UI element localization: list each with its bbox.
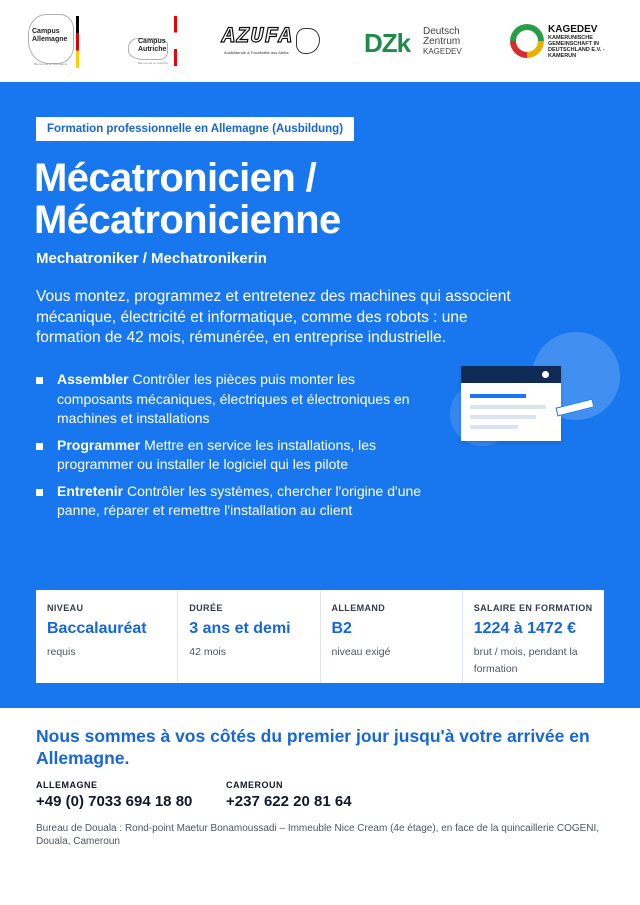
fact-value: B2: [331, 620, 352, 637]
contact-cameroon: [226, 780, 352, 810]
task-title: Programmer: [57, 436, 141, 453]
support-headline: Nous sommes à vos côtés du premier jour jusqu'à votre arrivée en Allemagne.: [36, 726, 590, 768]
list-item: [36, 370, 426, 429]
fact-note: requis: [47, 646, 76, 658]
key-facts-panel: [36, 590, 604, 683]
list-item: [36, 482, 426, 521]
fact-duration: [178, 590, 320, 683]
fact-value: 3 ans et demi: [189, 620, 291, 637]
campus-allemagne-tagline: Bienvenue en Allemagne: [34, 62, 68, 66]
task-description: Contrôler les pièces puis monter les composants mécaniques, électriques et électroniques en machines et installations: [57, 371, 410, 426]
bullet-square-icon: [36, 443, 43, 450]
contact-label: CAMEROUN: [226, 780, 283, 790]
german-flag-stripe: [76, 16, 79, 68]
africa-map-icon: [296, 28, 320, 54]
window-line: [470, 415, 536, 419]
fact-note: brut / mois, pendant la formation: [473, 646, 578, 675]
window-line: [470, 425, 518, 429]
contact-label: ALLEMAGNE: [36, 780, 98, 790]
fact-note: niveau exigé: [331, 646, 391, 658]
partner-logo-bar: [0, 0, 640, 82]
fact-value: 1224 à 1472 €: [473, 620, 577, 637]
dzk-logo: [364, 26, 474, 60]
fact-german-level: [321, 590, 463, 683]
kagedev-wordmark: KAGEDEV: [548, 24, 598, 35]
campus-autriche-wordmark: Campus Autriche: [138, 38, 167, 53]
window-line: [470, 394, 526, 398]
title-line-2: Mécatronicienne: [34, 198, 341, 242]
kagedev-emblem-icon: [510, 24, 544, 58]
list-item: [36, 436, 426, 475]
fact-label: ALLEMAND: [331, 603, 386, 613]
campus-allemagne-wordmark: Campus Allemagne: [32, 28, 68, 43]
window-dot-icon: [542, 371, 549, 378]
fact-note: 42 mois: [189, 646, 227, 658]
fact-label: NIVEAU: [47, 603, 84, 613]
german-job-title: Mechatroniker / Mechatronikerin: [36, 250, 267, 267]
programming-window-illustration: [448, 330, 628, 460]
campus-allemagne-logo: [28, 14, 84, 70]
program-tag: Formation professionnelle en Allemagne (Ausbildung): [36, 117, 354, 141]
browser-window-icon: [461, 366, 561, 441]
campus-autriche-logo: [126, 16, 182, 68]
phone-number-cameroon[interactable]: +237 622 20 81 64: [226, 793, 352, 810]
azufa-wordmark: AZUFA: [222, 24, 294, 49]
azufa-logo: [222, 24, 320, 60]
task-title: Entretenir: [57, 482, 124, 499]
dzk-wordmark: DZk: [364, 28, 411, 58]
fact-label: SALAIRE EN FORMATION: [473, 603, 593, 613]
bullet-square-icon: [36, 489, 43, 496]
fact-value: Baccalauréat: [47, 620, 147, 637]
contact-germany: [36, 780, 192, 810]
page-title: [34, 157, 594, 241]
title-line-1: Mécatronicien /: [34, 156, 317, 200]
dzk-subtitle: Deutsch Zentrum KAGEDEV: [423, 26, 462, 56]
task-description: Contrôler les systèmes, chercher l'origine d'une panne, réparer et remettre l'installation au client: [57, 482, 422, 518]
kagedev-logo: [510, 24, 616, 64]
austrian-flag-stripe: [174, 16, 177, 66]
fact-level: [36, 590, 178, 683]
task-title: Assembler: [57, 371, 129, 387]
hero-section: [0, 82, 640, 708]
window-line: [470, 405, 546, 409]
bullet-square-icon: [36, 377, 43, 384]
azufa-tagline: Ausbildende & Fachkräfte aus Afrika: [224, 50, 289, 55]
kagedev-subtitle: KAMERUNISCHE GEMEINSCHAFT IN DEUTSCHLAND E.V. - KAMERUN: [548, 35, 605, 59]
intro-paragraph: Vous montez, programmez et entretenez des machines qui associent mécanique, électricité et informatique, comme des robots : une formation de 42 mois, rémunérée, en entreprise industrielle.: [36, 288, 511, 346]
fact-label: DURÉE: [189, 603, 223, 613]
fact-salary: [463, 590, 604, 683]
contact-footer: [0, 708, 640, 905]
task-description: Mettre en service les installations, les programmer ou installer le logiciel qui les pilote: [57, 436, 377, 472]
task-list: [36, 370, 426, 528]
phone-number-germany[interactable]: +49 (0) 7033 694 18 80: [36, 793, 193, 810]
office-address: Bureau de Douala : Rond-point Maetur Bonamoussadi – Immeuble Nice Cream (4e étage), en face de la quincaillerie COGENI, Douala, Cameroun: [36, 823, 600, 847]
campus-autriche-tagline: Bienvenue en Autriche: [138, 61, 169, 65]
